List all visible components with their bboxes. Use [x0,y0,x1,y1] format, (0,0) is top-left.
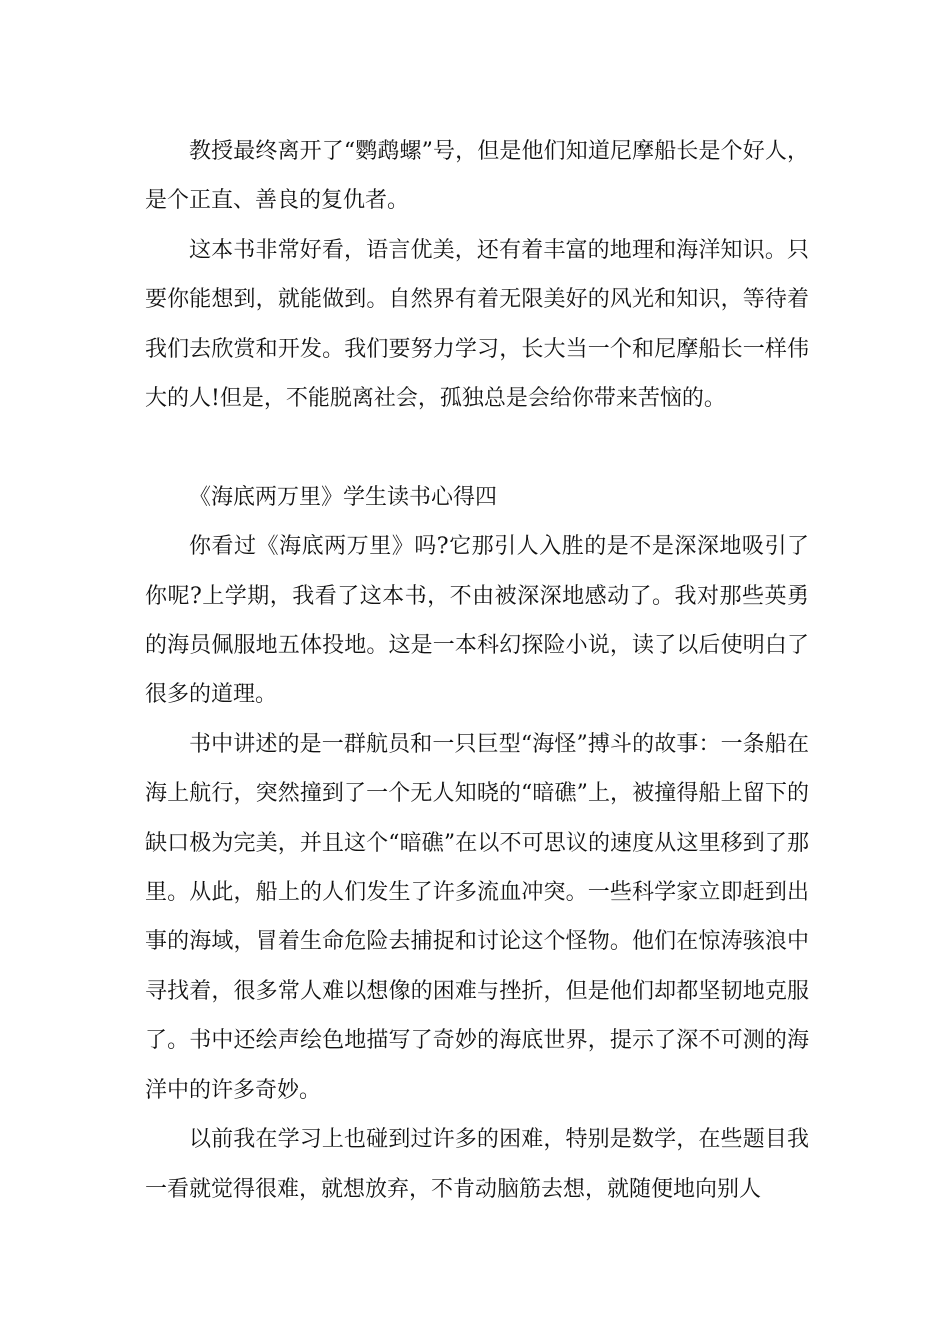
section-title: 《海底两万里》学生读书心得四 [189,484,498,510]
paragraph-story-summary: 书中讲述的是一群航员和一只巨型“海怪”搏斗的故事：一条船在海上航行，突然撞到了一个无人知晓的“暗礁”上，被撞得船上留下的缺口极为完美，并且这个“暗礁”在以不可思议的速度从这里移到了那里。从此，船上的人们发生了许多流血冲突。一些科学家立即赶到出事的海域，冒着生命危险去捕捉和讨论这个怪物。他们在惊涛骇浪中寻找着，很多常人难以想像的困难与挫折，但是他们却都坚韧地克服了。书中还绘声绘色地描写了奇妙的海底世界，提示了深不可测的海洋中的许多奇妙。 [145,731,809,1103]
paragraph-have-you-read: 你看过《海底两万里》吗?它那引人入胜的是不是深深地吸引了你呢?上学期，我看了这本书，不由被深深地感动了。我对那些英勇的海员佩服地五体投地。这是一本科幻探险小说，读了以后使明白了很多的道理。 [145,534,809,708]
paragraph-book-review: 这本书非常好看，语言优美，还有着丰富的地理和海洋知识。只要你能想到，就能做到。自然界有着无限美好的风光和知识，等待着我们去欣赏和开发。我们要努力学习，长大当一个和尼摩船长一样伟大的人!但是，不能脱离社会，孤独总是会给你带来苦恼的。 [145,237,809,412]
document-body [145,127,809,1214]
section-spacer [145,423,809,472]
paragraph-learning-difficulties: 以前我在学习上也碰到过许多的困难，特别是数学，在些题目我一看就觉得很难，就想放弃，不肯动脑筋去想，就随便地向别人 [145,1127,809,1202]
paragraph-professor-leaves: 教授最终离开了“鹦鹉螺”号，但是他们知道尼摩船长是个好人，是个正直、善良的复仇者。 [145,139,809,214]
